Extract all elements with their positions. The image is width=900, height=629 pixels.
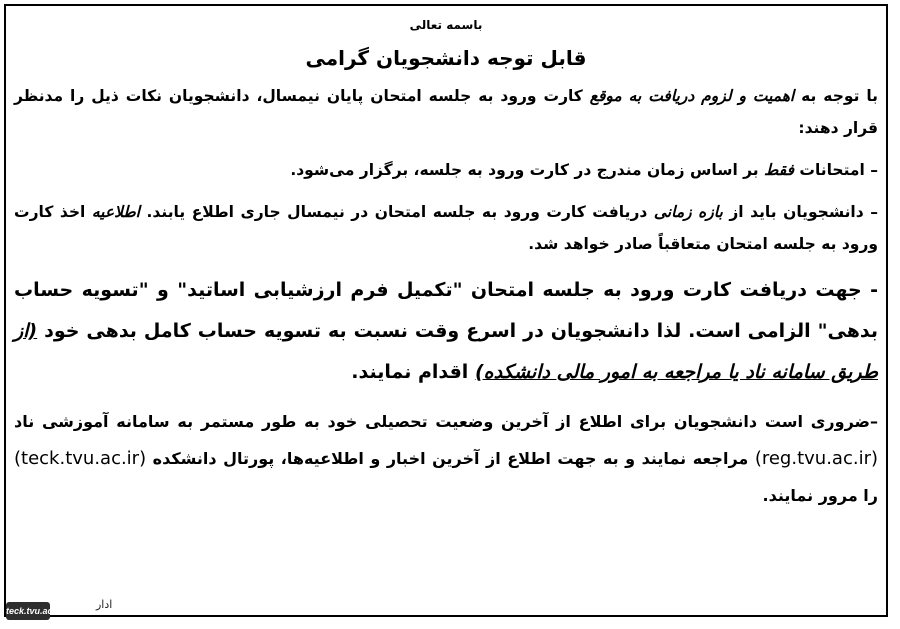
item-portals — [14, 403, 878, 514]
intro-emphasis: اهمیت و لزوم دریافت به موقع — [589, 87, 795, 105]
item1-emphasis: فقط — [764, 161, 794, 179]
item2-emphasis-notice: اطلاعیه — [91, 203, 140, 221]
announcement-title: قابل توجه دانشجویان گرامی — [305, 46, 587, 70]
item4-text-mid: مراجعه نمایند و به جهت اطلاع از آخرین اخبار و اطلاعیه‌ها، پورتال دانشکده — [146, 449, 755, 468]
item3-text-end: اقدام نمایند. — [351, 361, 475, 383]
item1-text-start: – امتحانات — [794, 161, 878, 179]
intro-text-start: با توجه به — [794, 87, 878, 105]
item3-payment-method: (از طریق سامانه ناد یا مراجعه به امور مالی دانشکده) — [14, 320, 878, 383]
item1-text-end: بر اساس زمان مندرج در کارت ورود به جلسه، برگزار می‌شود. — [290, 161, 765, 179]
announcement-body — [14, 10, 878, 514]
basmala-heading: باسمه تعالی — [409, 18, 483, 32]
item2-text-start: – دانشجویان باید از — [722, 203, 878, 221]
item-exam-schedule — [14, 154, 878, 186]
item-requirements — [14, 270, 878, 393]
item2-text-mid: دریافت کارت ورود به جلسه امتحان در نیمسال جاری اطلاع یابند. — [140, 203, 654, 221]
reg-portal-link[interactable]: (reg.tvu.ac.ir) — [754, 448, 878, 469]
item2-text-end: اخذ کارت ورود به جلسه امتحان متعاقباً صادر خواهد شد. — [14, 203, 878, 253]
item-card-period — [14, 196, 878, 260]
intro-text-end: کارت ورود به جلسه امتحان پایان نیمسال، دانشجویان نکات ذیل را مدنظر قرار دهند: — [14, 87, 878, 137]
teck-portal-link[interactable]: (teck.tvu.ac.ir) — [14, 448, 147, 469]
item4-text-start: –ضروری است دانشجویان برای اطلاع از آخرین وضعیت تحصیلی خود به طور مستمر به سامانه آموزشی ناد — [14, 412, 878, 431]
item3-text-start: - جهت دریافت کارت ورود به جلسه امتحان "تکمیل فرم ارزشیابی اساتید" و "تسویه حساب بدهی" الزامی است. لذا دانشجویان در اسرع وقت نسبت به تسویه حساب کامل بدهی خود — [14, 279, 878, 342]
intro-paragraph — [14, 80, 878, 144]
site-watermark: teck.tvu.ac.ir — [6, 602, 50, 620]
item2-emphasis-period: بازه زمانی — [653, 203, 723, 221]
footer-signature: ادار — [96, 598, 113, 611]
item4-text-end: را مرور نمایند. — [762, 486, 878, 505]
